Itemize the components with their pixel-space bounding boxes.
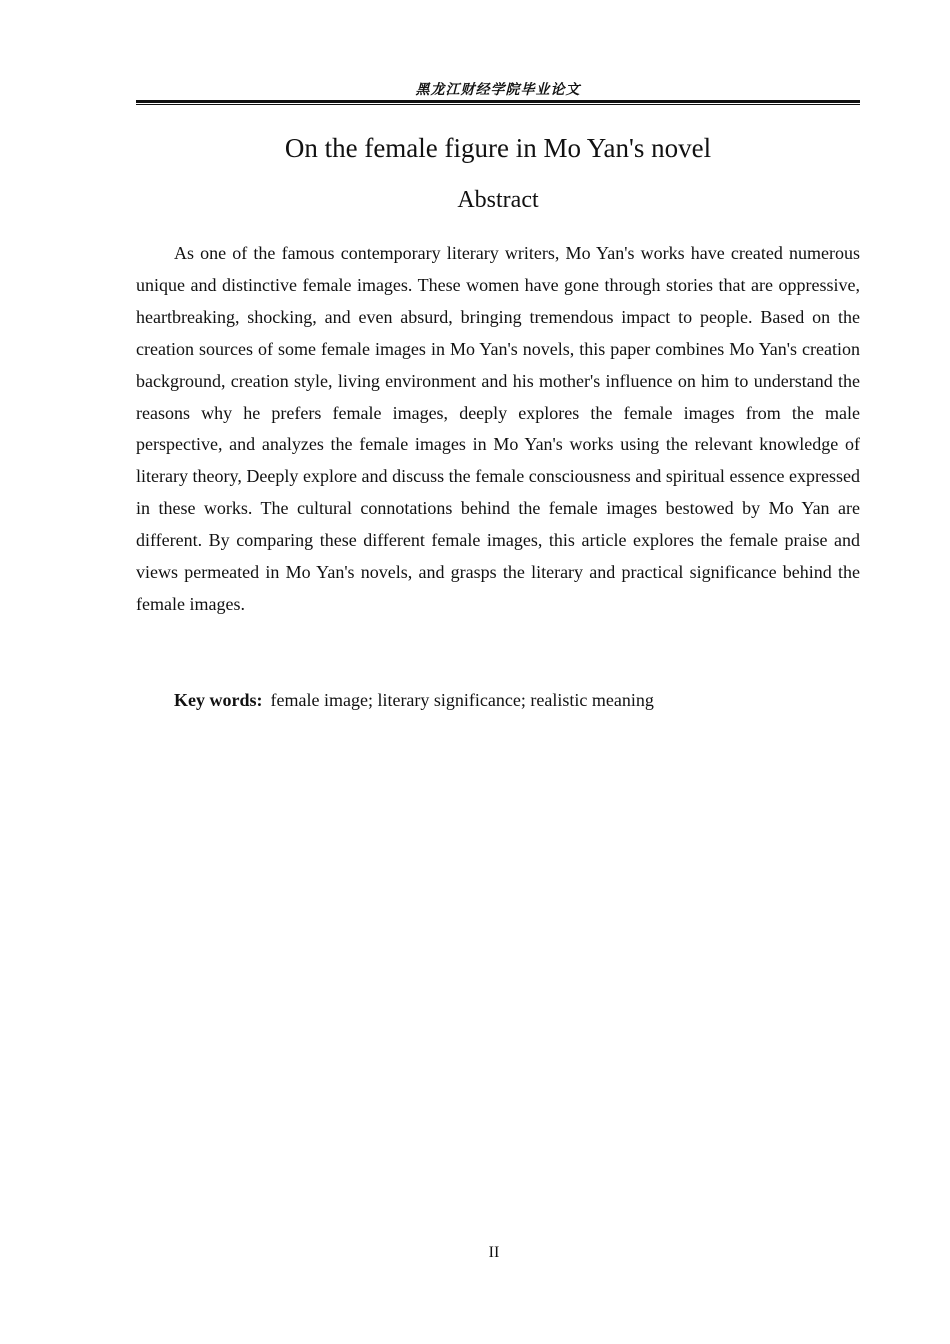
abstract-body: As one of the famous contemporary literary writers, Mo Yan's works have created numerous unique and distinctive female images. These women have gone through stories that are oppressive, heartbreaking, shocking, and even absurd, bringing tremendous impact to people. Based on the creation sources of some female images in Mo Yan's novels, this paper combines Mo Yan's creation background, creation style, living environment and his mother's influence on him to understand the reasons why he prefers female images, deeply explores the female images from the male perspective, and analyzes the female images in Mo Yan's works using the relevant knowledge of literary theory, Deeply explore and discuss the female consciousness and spiritual essence expressed in these works. The cultural connotations behind the female images bestowed by Mo Yan are different. By comparing these different female images, this article explores the female praise and views permeated in Mo Yan's novels, and grasps the literary and practical significance behind the female images. [136, 243, 860, 614]
header-divider [136, 100, 860, 105]
abstract-heading: Abstract [457, 187, 539, 213]
paper-title: On the female figure in Mo Yan's novel [284, 133, 712, 163]
keywords-line [174, 687, 860, 713]
page-header: 黑龙江财经学院毕业论文 [415, 82, 581, 98]
keywords-value: female image; literary significance; realistic meaning [270, 690, 654, 710]
keywords-label: Key words: [174, 690, 263, 710]
page-number: II [488, 1244, 500, 1261]
